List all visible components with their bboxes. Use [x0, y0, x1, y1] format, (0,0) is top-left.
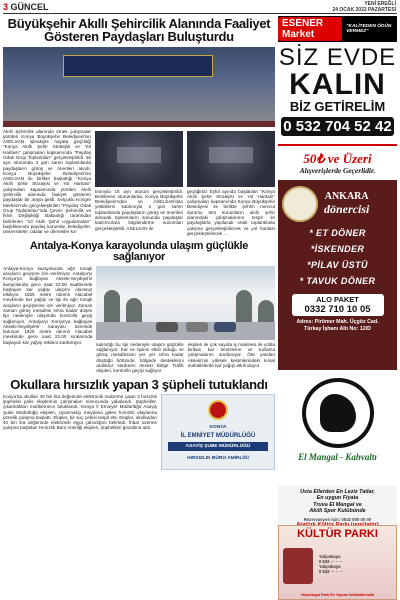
article-col-3: geçtiğimiz Eylül ayında başlatılan "Konya Akıllı Şehir Stratejisi ve Yol Haritası" çalışmaları kapsamında Konya Büyükşehir Belediyesi ile birlikte şehrin mevcut durumu tüm kurumların akıllı şehir alanındaki çalışmalarının tespit ile paydaşlarla yapılacak ortak toplantılarla çalışma gerçekleştirilecek ve yol haritası gerçekleştirilecek ...: [187, 129, 275, 238]
menu-item: *İSKENDER: [310, 244, 365, 254]
kultur-details: Yalçınkaya 0 532 ··· ·· ·· Yalçınkaya 0 532 ··· ·· ··: [319, 554, 343, 574]
publication-name: YENİ EREĞLİ: [364, 1, 396, 7]
header-rule: [3, 13, 397, 14]
el-mangal-ad: [278, 378, 397, 486]
esener-slogan: "KALİTEDEN ÖDÜN VERMEZ": [346, 24, 392, 34]
article-theft: [3, 378, 275, 469]
article-smart-city: [3, 17, 275, 237]
kultur-title: KÜLTÜR PARKI: [297, 528, 378, 540]
product-image: [283, 548, 313, 584]
menu-item: * ET DÖNER: [309, 228, 366, 238]
article-headline: Antalya-Konya karayolunda ulaşım güçlükle sağlanıyor: [29, 240, 249, 264]
el-mangal-name: El Mangal - Kahvaltı: [298, 452, 377, 462]
menu-item: * TAVUK DÖNER: [299, 276, 376, 286]
snow-road-photo: [96, 266, 275, 340]
paket-phone: 0332 710 10 05: [304, 304, 371, 315]
ankara-title: ANKARA: [324, 191, 369, 202]
delivery-phone: 0 532 704 52 42: [281, 117, 394, 136]
minimum-order-ad: [278, 146, 397, 180]
ankara-donercisi-ad: [278, 180, 397, 370]
article-col-2: [161, 394, 275, 470]
chefs-reservation: Rezervasyon İçin: 0532 000 00 00: [303, 516, 372, 522]
meeting-photo: [3, 47, 275, 127]
kultur-parki-ad: [278, 525, 397, 600]
minimum-amount: 50₺ ve Üzeri: [303, 151, 372, 166]
ad-column: [278, 16, 397, 597]
address-line-1: Adres: Pirömer Mah. Üçgöz Cad.: [296, 319, 379, 325]
article-col-2: [96, 266, 275, 375]
article-road: [3, 241, 275, 374]
page-label: 3 GÜNCEL: [3, 2, 49, 12]
chefs-line-1: Usta Ellerden En Leziz Tatlar,: [300, 489, 375, 495]
article-col-2: tılımıyla 16 ayrı oturum gerçekleştirildi. Belirlenen oturumlarda, Konya Büyükşehir Belediyesi'nden ve ASELSAN'dan yetkililerin katılımıyla 3 gün süren toplantılarda paydaşların görüş ve önerileri alınarak toplantıların sonunda paydaşlar katılımcılara bilgilendirme sunumları gerçekleştirildi. ASELSAN ile: [95, 129, 183, 238]
article-columns: [3, 129, 275, 238]
page-header: [0, 0, 400, 14]
session-photo: [95, 131, 183, 187]
address-line-2: Türkay İşhanı Altı No: 12/D: [304, 326, 371, 332]
article-columns: [3, 394, 275, 470]
chefs-ad: [278, 486, 397, 524]
paket-label: ALO PAKET: [316, 295, 359, 304]
article-col-2a: kalındığı bu tipi nedeniyle ulaşım güçlükle sağlanıyor. Kar ve tipinin etkili olduğu ve görüş mesafesinin yer yer sıfıra kadar düştüğü bölümde, bölgede desteklerini aralıksız sürdüren Akseki Bölge Trafik ekipleri, kontrollü geçişi sağlıyor.: [96, 341, 184, 374]
sign-branch: ASAYİŞ ŞUBE MÜDÜRLÜĞÜ: [168, 442, 268, 451]
delivery-line-2: KALIN: [289, 68, 386, 101]
delivery-line-1: SİZ EVDE: [278, 44, 397, 71]
delivery-line-3: BİZ GETİRELİM: [289, 99, 386, 114]
minimum-note: Alışverişlerde Geçerlidir.: [299, 166, 376, 175]
sign-bureau: HIRSIZLIK BÜRO AMİRLİĞİ: [187, 455, 249, 461]
horse-emblem-icon: [302, 378, 374, 448]
session-photo-2: [187, 131, 275, 187]
publication-info: [332, 1, 396, 13]
article-col-1: Antalya-Konya karayolunda ağır tonajlı araçların geçişine izin verilmiyor. Antalya'yı Konya'ya bağlayan Akseki-Seydişehir karayolunda gece saat 22.00 saatlerinde başlayan kar yağışı ulaşımı olumsuz etkiliyor. 1825 metre rakımlı Alacabel mevkiinde kar yağışı ve tipi ile ağır tonajlı araçların geçişlerine izin verilmiyor. Zaman zaman görüş mesafesi sıfıra kadar düşen tipi nedeniyle ulaşımda kontrollü geçiş sağlanıyor. Antalya'yı Konya'ya bağlayan Akseki-Seydişehir karayolu üzerinde bulunan 1825 metre rakımlı Alacabel mevkiinde gece saat 22.00 sıralarında başlayan kar yağışı etkisini sürdürüyor.: [3, 265, 93, 345]
publication-date: 24 OCAK 2022 PAZARTESİ: [332, 7, 396, 13]
chef-icon: [282, 186, 318, 222]
article-col-1: Akıllı Şehircilik alanında örnek çalışmalar yürüten Konya Büyükşehir Belediyesi'nin ASELSAN iştirakiyle hayata geçirdiği "Konya Akıllı Şehir Stratejisi ve Yol Haritası" çalışmaları kapsamında "Paydaş Odak Grup Toplantıları" gerçekleştirildi. 16 ayrı oturumda 3 gün süren toplantılarda paydaşların görüş ve önerileri alındı. Konya Büyükşehir Belediyesi'nin ASELSAN ile birlikte başlattığı "Konya Akıllı Şehir Stratejisi ve Yol Haritası" çalışmaları kapsamında yürüten Akıllı Şehircilik alanında faaliyet gösteren paydaşlar bir araya geldi. Selçuklu Kongre Merkezi'nde gerçekleştirilen "Paydaş Odak Grup Toplantıları"nda Çevre, Şehircilik ve İklim Değişikliği Bakanlığı tarafından belirlenen "10 Akıllı Şehir Uygulamaları" başlıklarında paydaş kurumlar, belediyeler, üniversiteler, odalar ve dernekler ka-: [3, 128, 91, 235]
sign-directorate: İL EMNİYET MÜDÜRLÜĞÜ: [180, 432, 256, 439]
kultur-foot: Yalçınkaya Park Ev Yapımı İstikbalimizdir: [300, 593, 375, 597]
article-headline: Okullara hırsızlık yapan 3 şüpheli tutuklandı: [10, 377, 268, 393]
delivery-ad: [278, 42, 397, 146]
stage-banner: [63, 55, 213, 77]
police-sign: [161, 394, 275, 470]
main-column: [3, 16, 275, 594]
people-group: [9, 81, 269, 123]
esener-ad: [278, 16, 397, 42]
ankara-subtitle: dönercisi: [324, 202, 370, 216]
esener-logo: ESENER Market: [278, 17, 342, 41]
article-columns: [3, 266, 275, 375]
article-headline: Büyükşehir Akıllı Şehircilik Alanında Faaliyet Gösteren Paydaşları Buluşturdu: [7, 16, 271, 45]
chefs-line-4: Akıllı Spor Kulübünde: [309, 508, 366, 515]
menu-item: *PİLAV ÜSTÜ: [307, 260, 368, 270]
chefs-line-3: Truva El Mangal ve: [313, 501, 362, 508]
chefs-line-2: En uygun Fiyata: [316, 495, 359, 502]
police-emblem-icon: [208, 400, 228, 420]
paket-box: [292, 294, 384, 316]
article-col-2b: ekipleri ile çok sayıda iş makinesi ile yolda birikarı kar temizleme ve tuzlama çalışmalarını sürdürüyor. Öte yandan Akseki'nin yüksek kesimlerindeki kırsal mahallelerde kar yağışı etkili oluyor.: [187, 341, 276, 368]
sign-city: KONYA: [209, 424, 227, 430]
article-col-1: Konya'da okulları 40 bin lira değerinde elektronik malzeme çalan 3 hırsızlık şüphelisi polis ekiplerinin çalışmaları sonucunda yakalandı. Şüpheliler, çıkarıldıkları mahkemece tutuklandı. Konya İl Emniyet Müdürlüğü Asayiş Şube Müdürlüğü ekipleri, Uyanmakçı meydana gelen hırsızlık olaylarına yönelik çalışma başlattı. Ekipler, bir suç çetesi tespit etti. Ekipler, okullardan 40 bin lira değerinde elektronik eşya çalındığını belirledi. İhbar üzerine çalışma başlatan Hırsızlık Büro Amirliği ekipleri, şüphelileri gözaltına aldı.: [3, 393, 157, 431]
